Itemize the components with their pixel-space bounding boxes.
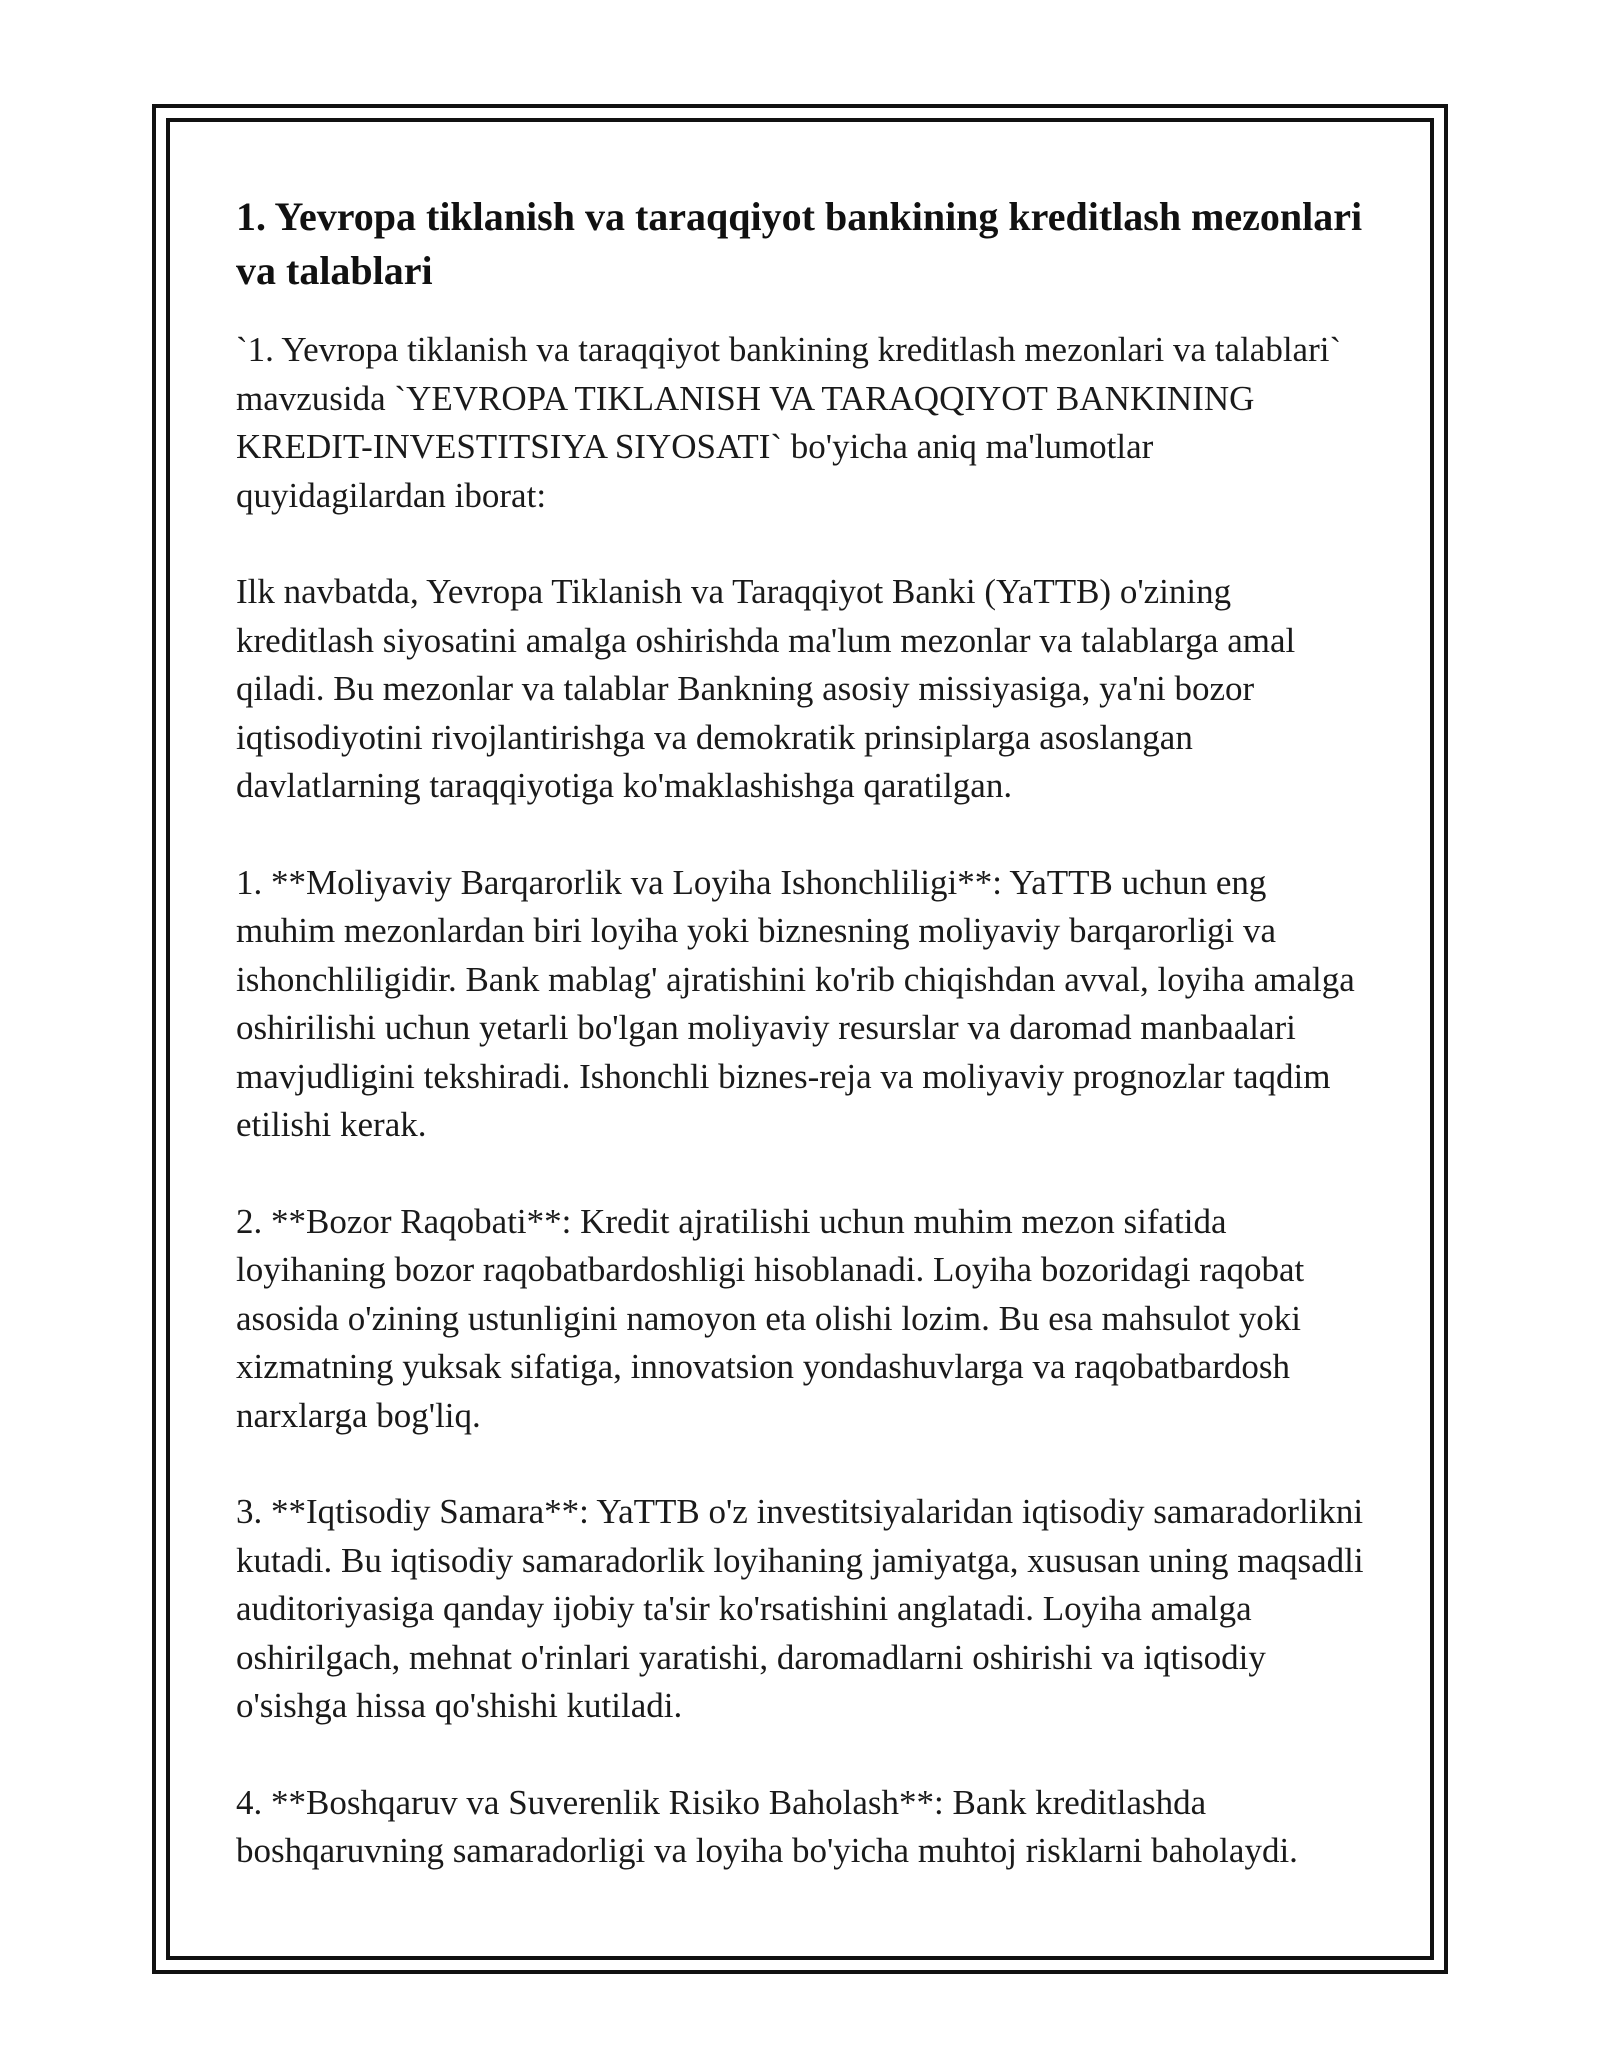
intro-paragraph: `1. Yevropa tiklanish va taraqqiyot bankining kreditlash mezonlari va talablari` mavzusida `YEVROPA TIKLANISH VA TARAQQIYOT BANKINING KREDIT-INVESTITSIYA SIYOSATI` bo'yicha aniq ma'lumotlar quyidagilardan iborat:: [236, 330, 1342, 515]
document-body: [236, 190, 1366, 1876]
criterion-4-paragraph: 4. **Boshqaruv va Suverenlik Risiko Baholash**: Bank kreditlashda boshqaruvning samaradorligi va loyiha bo'yicha muhtoj risklarni baholaydi.: [236, 1782, 1298, 1870]
document-title: 1. Yevropa tiklanish va taraqqiyot bankining kreditlash mezonlari va talablari: [236, 194, 1363, 293]
criterion-2-paragraph: 2. **Bozor Raqobati**: Kredit ajratilishi uchun muhim mezon sifatida loyihaning bozor raqobatbardoshligi hisoblanadi. Loyiha bozoridagi raqobat asosida o'zining ustunligini namoyon eta olishi lozim. Bu esa mahsulot yoki xizmatning yuksak sifatiga, innovatsion yondashuvlarga va raqobatbardosh narxlarga bog'liq.: [236, 1201, 1305, 1435]
overview-paragraph: Ilk navbatda, Yevropa Tiklanish va Taraqqiyot Banki (YaTTB) o'zining kreditlash siyosatini amalga oshirishda ma'lum mezonlar va talablarga amal qiladi. Bu mezonlar va talablar Bankning asosiy missiyasiga, ya'ni bozor iqtisodiyotini rivojlantirishga va demokratik prinsiplarga asoslangan davlatlarning taraqqiyotiga ko'maklashishga qaratilgan.: [236, 572, 1296, 805]
criterion-1-paragraph: 1. **Moliyaviy Barqarorlik va Loyiha Ishonchliligi**: YaTTB uchun eng muhim mezonlardan biri loyiha yoki biznesning moliyaviy barqarorligi va ishonchliligidir. Bank mablag' ajratishini ko'rib chiqishdan avval, loyiha amalga oshirilishi uchun yetarli bo'lgan moliyaviy resurslar va daromad manbaalari mavjudligini tekshiradi. Ishonchli biznes-reja va moliyaviy prognozlar taqdim etilishi kerak.: [236, 862, 1355, 1144]
criterion-3-paragraph: 3. **Iqtisodiy Samara**: YaTTB o'z investitsiyalaridan iqtisodiy samaradorlikni kutadi. Bu iqtisodiy samaradorlik loyihaning jamiyatga, xususan uning maqsadli auditoriyasiga qanday ijobiy ta'sir ko'rsatishini anglatadi. Loyiha amalga oshirilgach, mehnat o'rinlari yaratishi, daromadlarni oshirishi va iqtisodiy o'sishga hissa qo'shishi kutiladi.: [236, 1492, 1364, 1725]
